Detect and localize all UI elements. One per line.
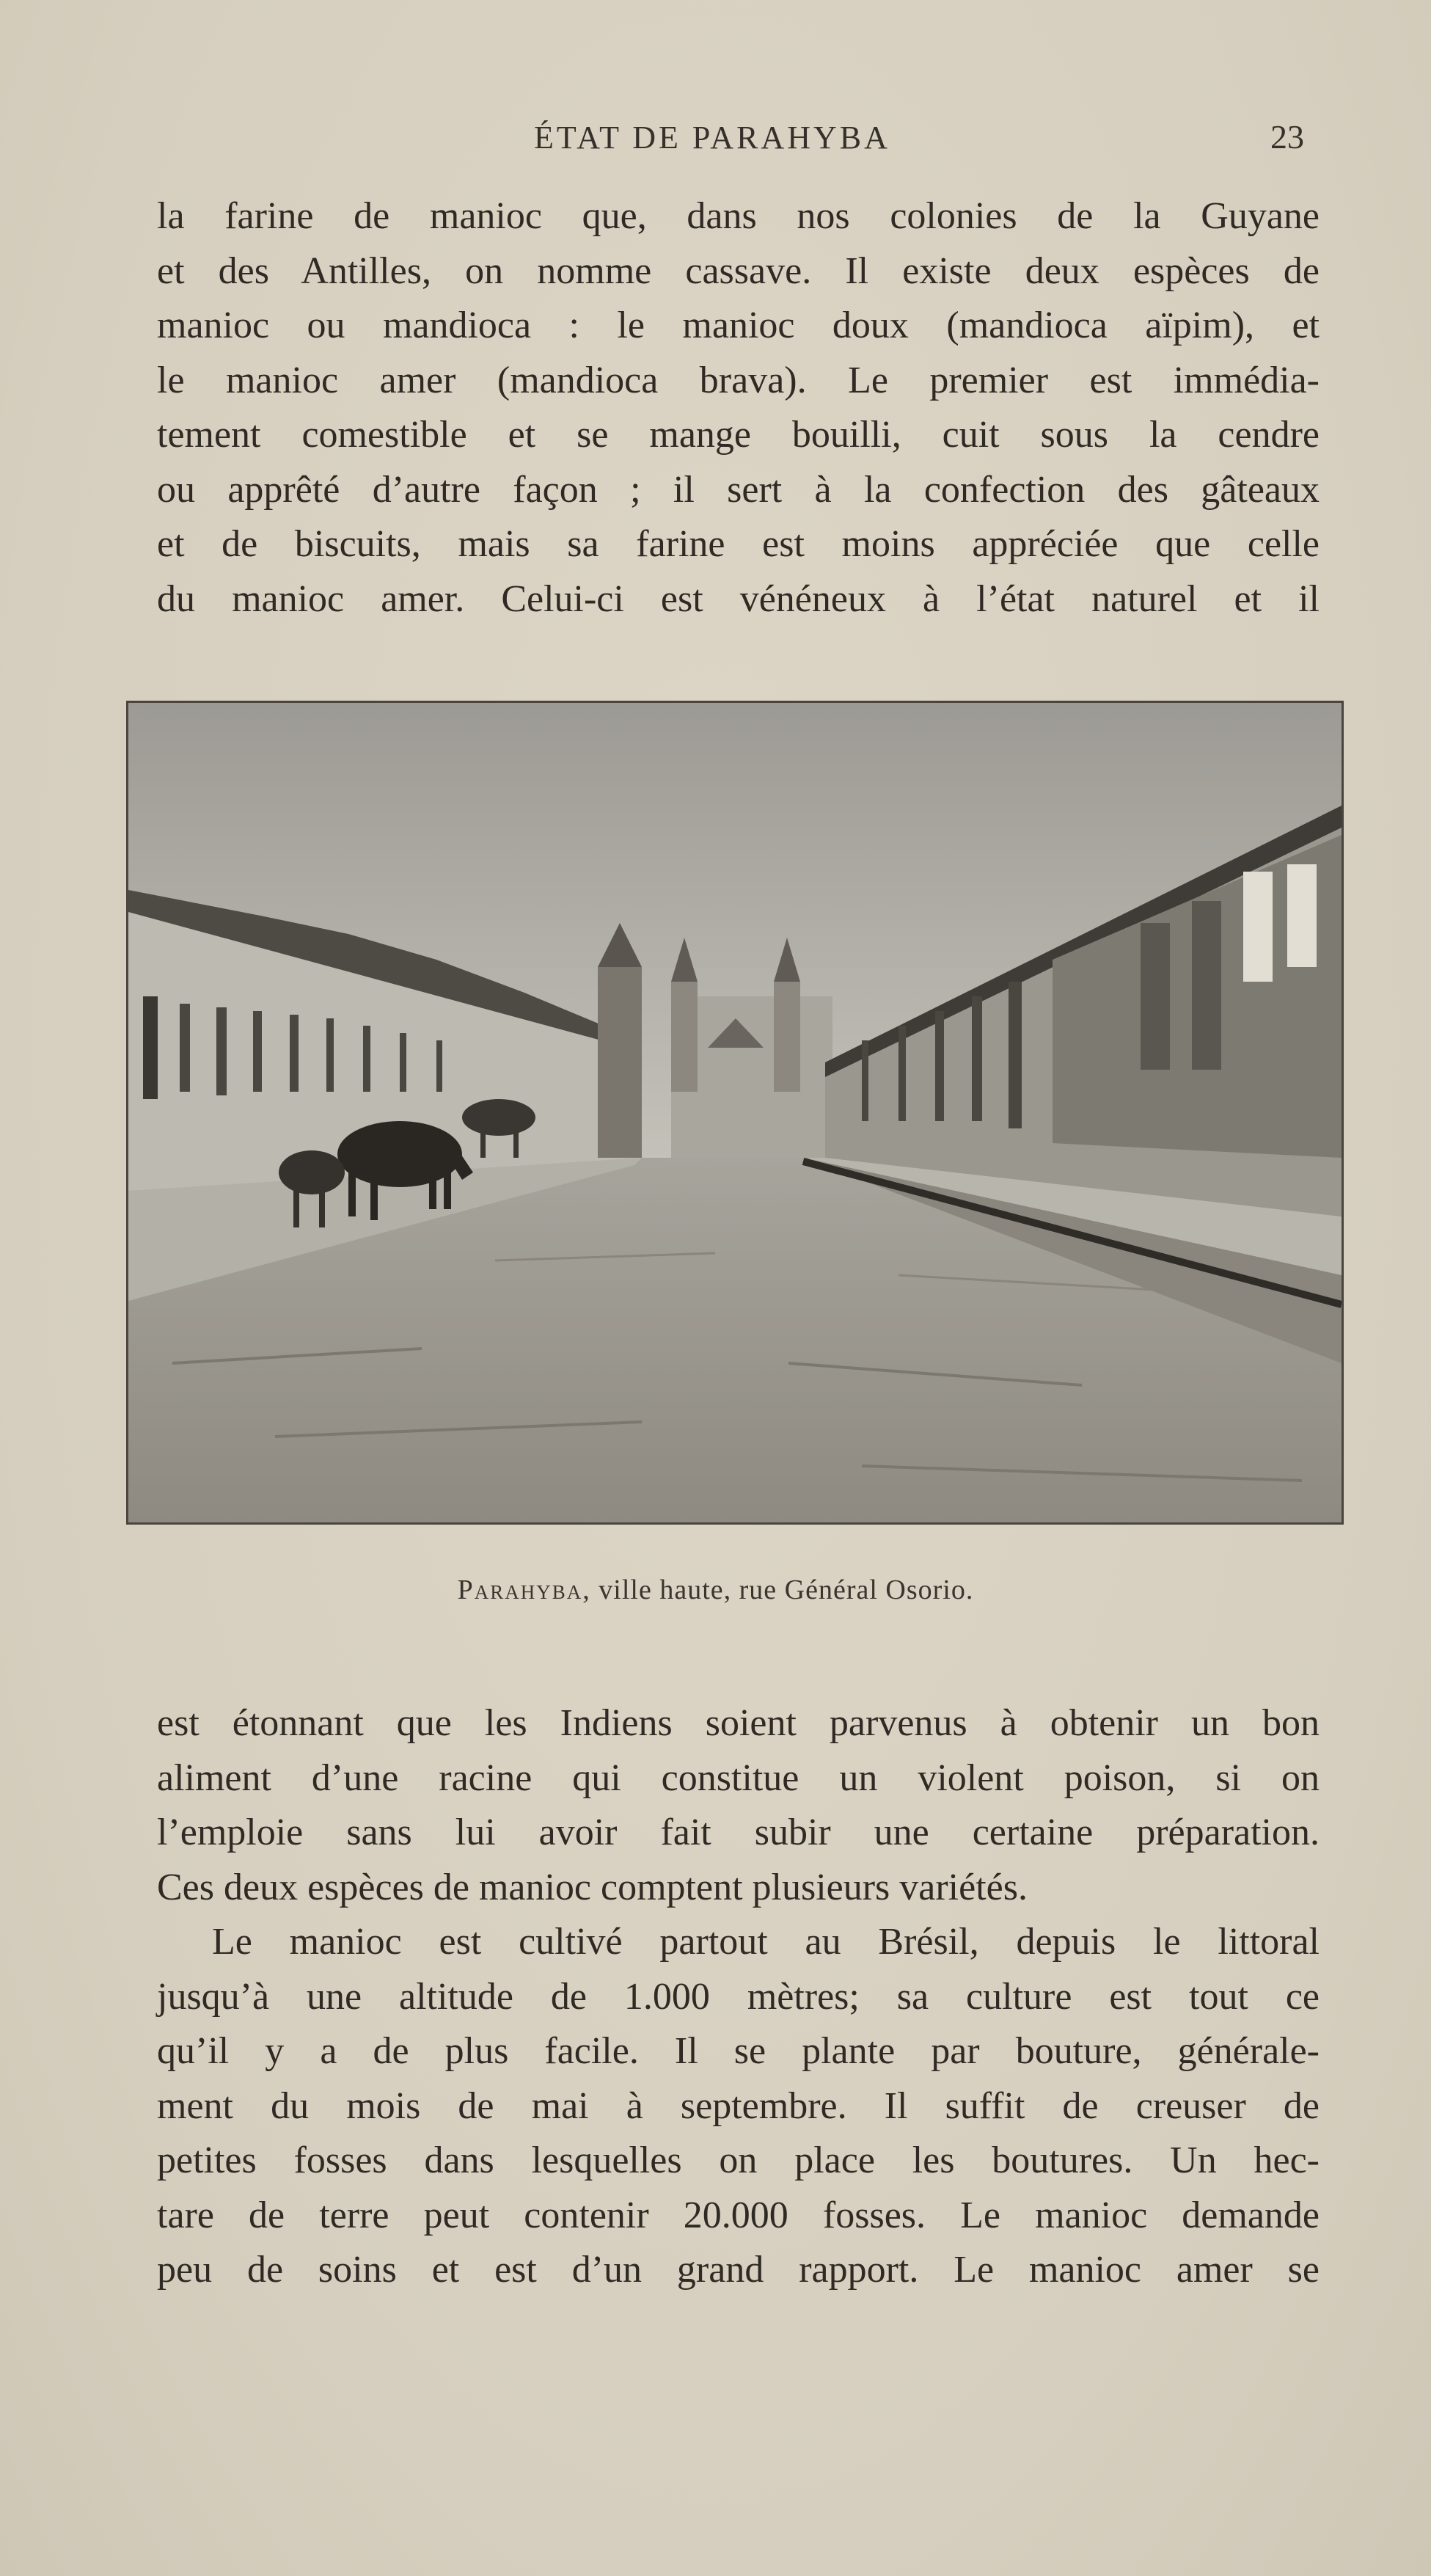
caption-place-name: Parahyba, [457,1575,591,1605]
paragraph-top [157,189,1320,627]
text-line: ment du mois de mai à septembre. Il suffit de creuser de [157,2084,1320,2127]
text-line: la farine de manioc que, dans nos colonies de la Guyane [157,195,1320,237]
text-line: du manioc amer. Celui-ci est vénéneux à l’état naturel et il [157,577,1320,620]
text-line: l’emploie sans lui avoir fait subir une certaine préparation. [157,1811,1320,1853]
running-head-title: ÉTAT DE PARAHYBA [534,120,890,156]
text-line: et des Antilles, on nomme cassave. Il existe deux espèces de [157,249,1320,292]
photograph-illustration [128,703,1342,1522]
text-line: ou apprêté d’autre façon ; il sert à la confection des gâteaux [157,468,1320,511]
text-line: Ces deux espèces de manioc comptent plusieurs variétés. [157,1866,1028,1908]
text-line: et de biscuits, mais sa farine est moins appréciée que celle [157,523,1320,565]
text-line: jusqu’à une altitude de 1.000 mètres; sa culture est tout ce [157,1975,1320,2018]
text-line: tement comestible et se mange bouilli, cuit sous la cendre [157,414,1320,456]
text-line: Le manioc est cultivé partout au Brésil, depuis le littoral [212,1921,1320,1963]
running-head [0,110,1431,169]
text-line: est étonnant que les Indiens soient parvenus à obtenir un bon [157,1702,1320,1744]
text-line: le manioc amer (mandioca brava). Le premier est immédia- [157,359,1320,401]
text-line: tare de terre peut contenir 20.000 fosses. Le manioc demande [157,2194,1320,2236]
text-line: qu’il y a de plus facile. Il se plante par bouture, générale- [157,2030,1320,2072]
text-line: aliment d’une racine qui constitue un violent poison, si on [157,1756,1320,1799]
text-line: petites fosses dans lesquelles on place les boutures. Un hec- [157,2139,1320,2181]
text-line: manioc ou mandioca : le manioc doux (mandioca aïpim), et [157,304,1320,346]
paragraph-bottom [157,1696,1320,2298]
street-photograph [126,701,1344,1525]
page-number: 23 [1270,118,1304,156]
caption-text: ville haute, rue Général Osorio. [590,1575,974,1605]
figure-caption [0,1574,1431,1606]
text-line: peu de soins et est d’un grand rapport. Le manioc amer se [157,2249,1320,2291]
